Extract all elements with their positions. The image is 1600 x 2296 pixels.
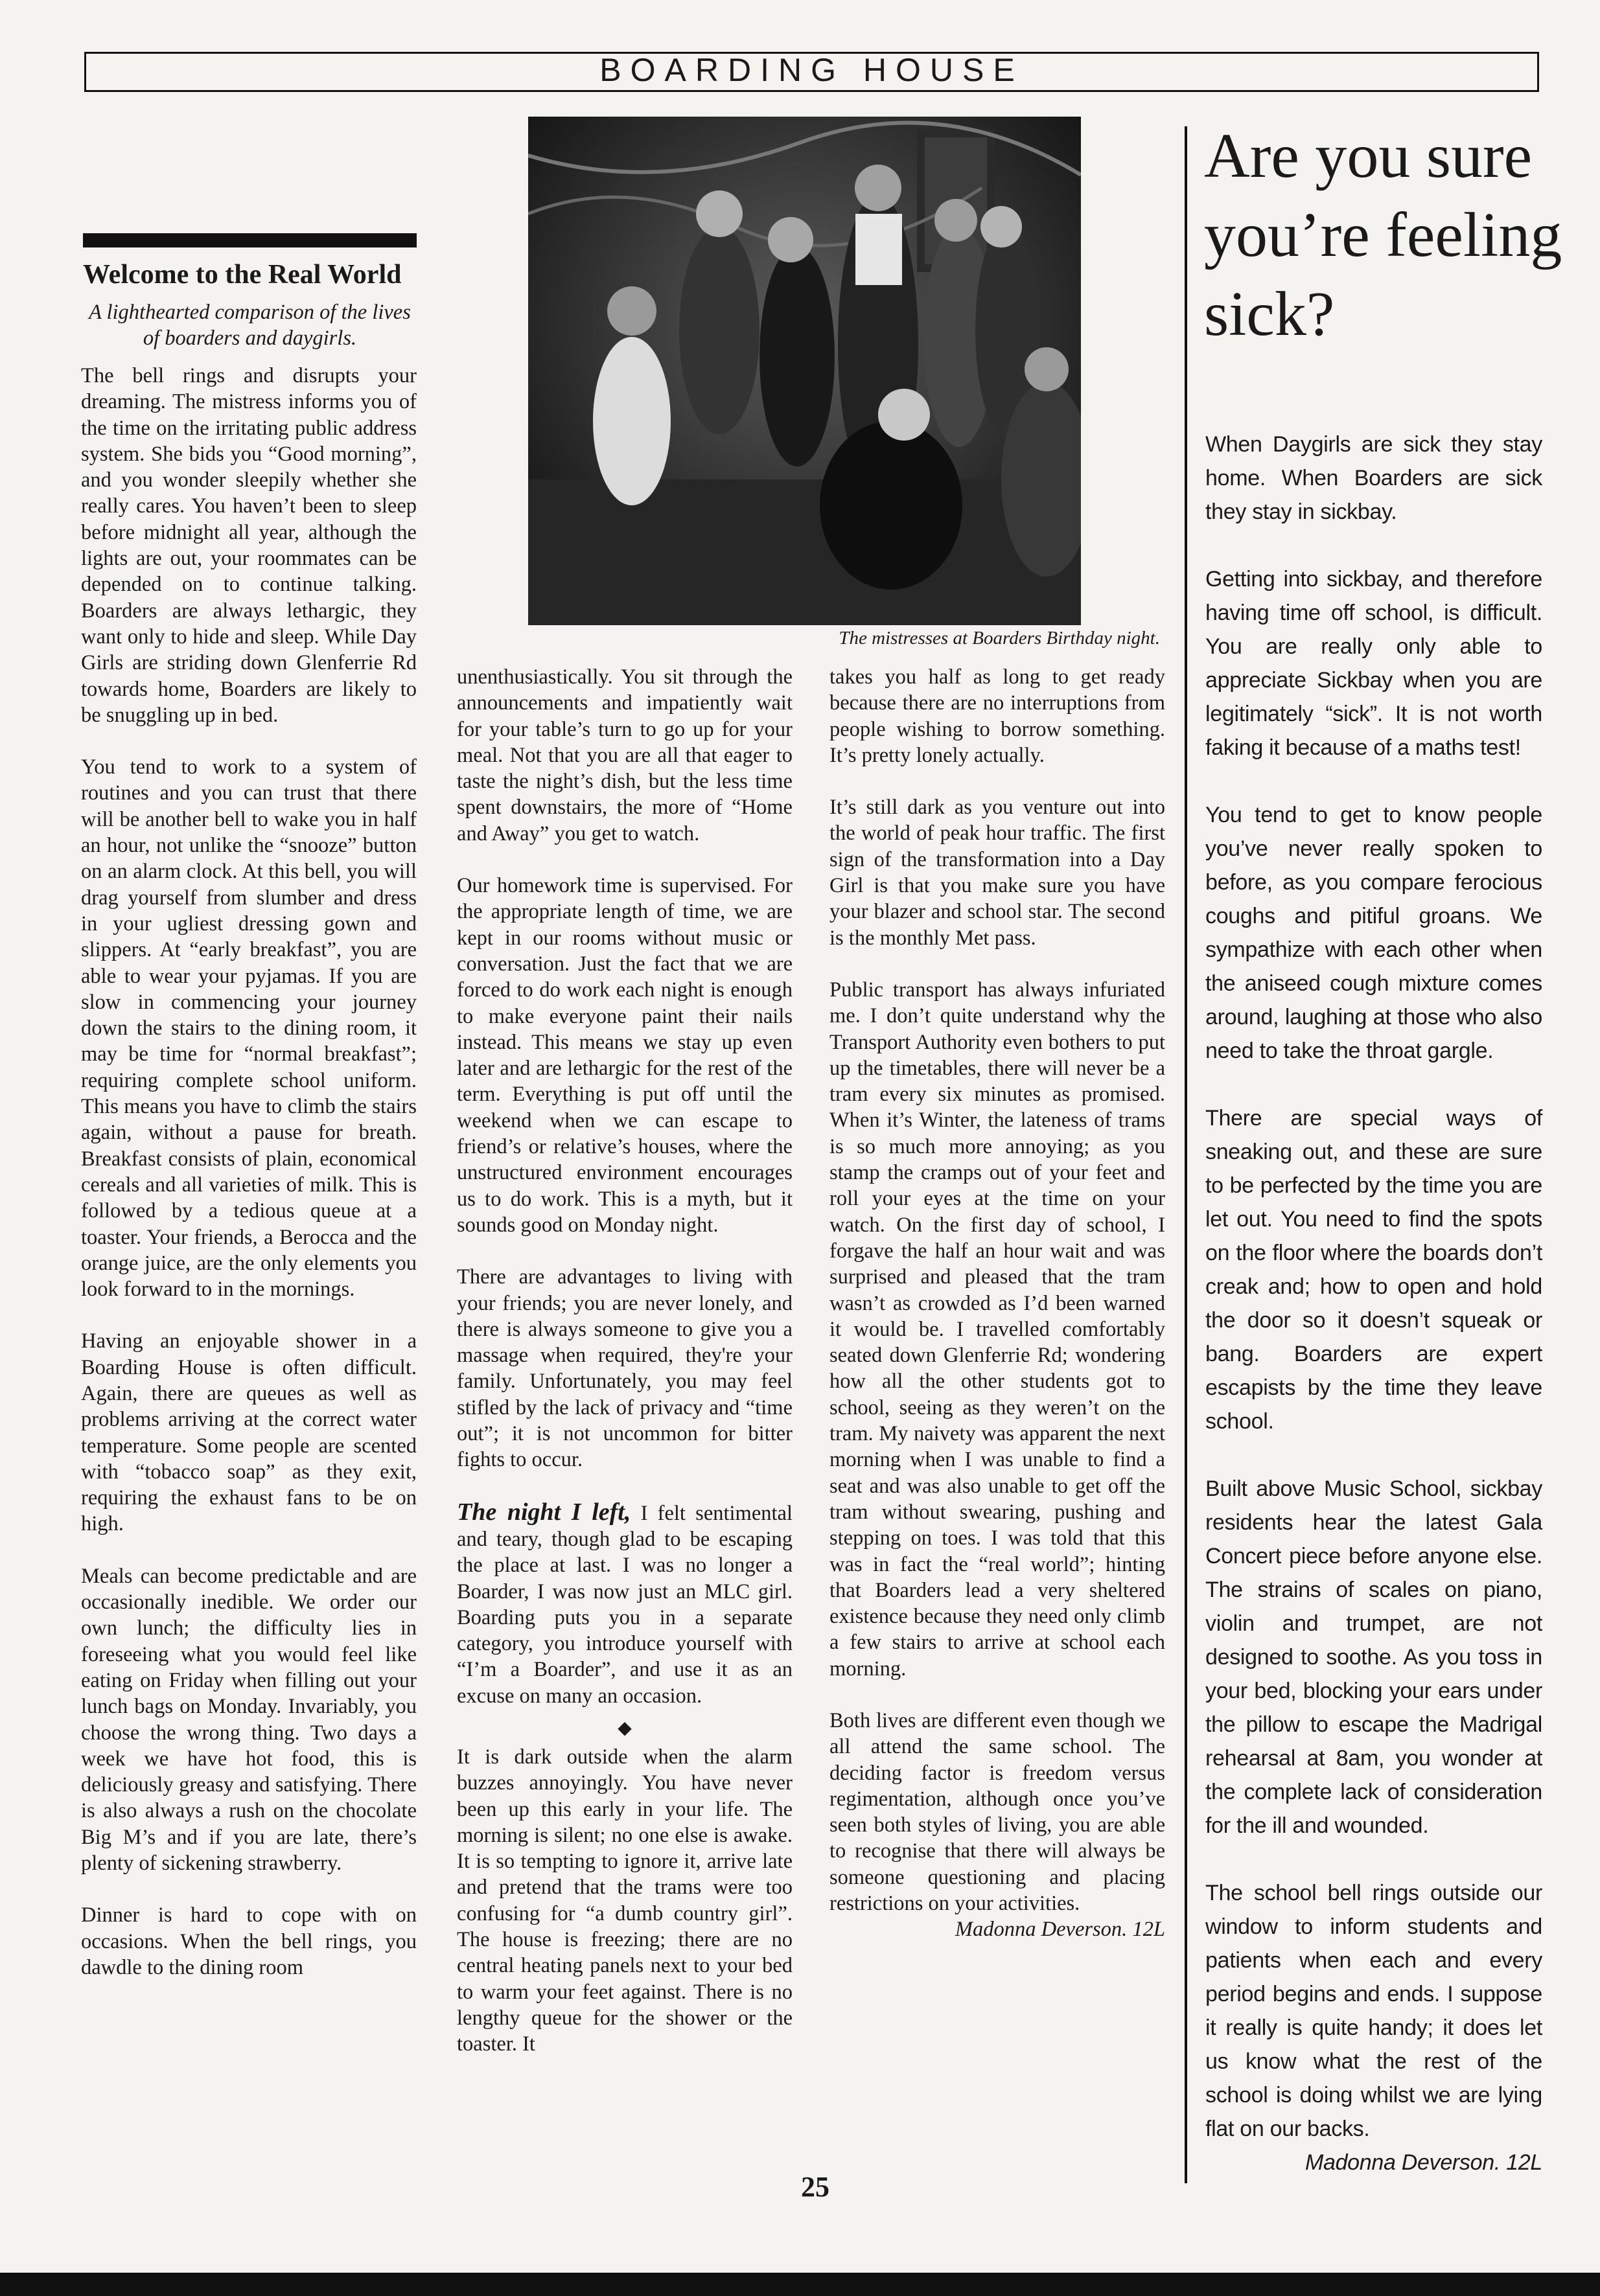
column-divider [1185, 126, 1187, 2183]
section-header [84, 52, 1539, 92]
article-column-2 [457, 664, 793, 2084]
photo-caption: The mistresses at Boarders Birthday night. [839, 628, 1160, 649]
paragraph: Meals can become predictable and are occasionally inedible. We order our own lunch; the difficulty lies in foreseeing what you would feel like eating on Friday when filling out your lunch bags on Monday. Invariably, you choose the wrong thing. Two days a week we have hot food, this is deliciously greasy and satisfying. There is also always a rush on the chocolate Big M’s and if you are late, there’s plenty of sickening strawberry. [81, 1564, 417, 1876]
paragraph: The bell rings and disrupts your dreaming. The mistress informs you of the time on the irritating public address system. She bids you “Good morning”, and you wonder sleepily whether she really cares. You haven’t been to sleep before midnight all year, although the lights are out, your roommates can be depended on to continue talking. Boarders are always lethargic, they want only to hide and sleep. While Day Girls are striding down Glenferrie Rd towards home, Boarders are likely to be snuggling up in bed. [81, 364, 417, 727]
article-signature: Madonna Deverson. 12L [955, 1918, 1165, 1942]
paragraph: The school bell rings outside our window to inform students and patients when each and every period begins and ends. I suppose it really is quite handy; it does let us know what the rest of the school is doing whilst we are lying flat on our backs. [1205, 1881, 1542, 2141]
paragraph: It is dark outside when the alarm buzzes annoyingly. You have never been up this early in your life. The morning is silent; no one else is awake. It is so tempting to ignore it, arrive late and pretend that the trams were too confusing for “a dumb country girl”. The house is freezing; there are no central heating panels next to your bed to warm your feet against. There is no lengthy queue for the shower or the toaster. It [457, 1745, 793, 2056]
paragraph: Public transport has always infuriated me. I don’t quite understand why the Transport Authority even bothers to put up the timetables, there will never be a tram every six minutes as promised. When it’s Winter, the lateness of trams is so much more annoying; as you stamp the cramps out of your feet and roll your eyes at the time on your watch. On the first day of school, I forgave the half an hour wait and was surprised and pleased that the tram wasn’t as crowded as I’d been warned it would be. I travelled comfortably seated down Glenferrie Rd; wondering how all the other students got to school, seeing as they weren’t on the tram. My naivety was apparent the next morning when I was unable to find a seat and was also unable to get off the tram without swearing, pushing and stepping on toes. I was told that this was in fact the “real world”; hinting that Boarders lead a very sheltered existence because they need only climb a few stairs to arrive at school each morning. [829, 978, 1165, 1681]
paragraph: Getting into sickbay, and therefore having time off school, is difficult. You are really only able to appreciate Sickbay when you are legitimately “sick”. It is not worth faking it because of a maths test! [1205, 567, 1542, 760]
article-headline: Welcome to the Real World [83, 260, 402, 290]
photo-illustration [528, 117, 1081, 625]
diamond-divider-icon: ◆ [618, 1717, 632, 1738]
paragraph: takes you half as long to get ready because there are no interruptions from people wishing to borrow something. It’s pretty lonely actually. [829, 665, 1165, 767]
page-number: 25 [801, 2171, 829, 2203]
paragraph: There are advantages to living with your friends; you are never lonely, and there is always someone to give you a massage when required, they're your family. Unfortunately, you may feel stifled by the lack of privacy and “time out”; it is not uncommon for bitter fights to occur. [457, 1265, 793, 1472]
sidebar-title: Are you sure you’re feeling sick? [1204, 121, 1562, 349]
lead-in-rest: I felt sentimental and teary, though glad to be escaping the place at last. I was no longer a Boarder, I was now just an MLC girl. Boarding puts you in a separate category, you introduce yourself with “I’m a Boarder”, and use it as an excuse on many an occasion. [457, 1501, 793, 1708]
paragraph: Both lives are different even though we all attend the same school. The deciding factor is freedom versus regimentation, although once you’ve seen both styles of living, you are able to recognise that there will always be someone questioning and placing restrictions on your activities. [829, 1708, 1165, 1916]
sidebar-signature: Madonna Deverson. 12L [1304, 2150, 1542, 2175]
scan-edge [0, 2273, 1600, 2296]
group-photo [528, 117, 1081, 625]
article-column-1 [81, 363, 417, 2006]
article-column-3 [829, 664, 1165, 1943]
sidebar-article [1205, 428, 1542, 2179]
paragraph: It’s still dark as you venture out into the world of peak hour traffic. The first sign of the transformation into a Day Girl is that you make sure you have your blazer and school star. The second is the monthly Met pass. [829, 796, 1165, 950]
headline-bar [83, 233, 417, 247]
lead-in: The night I left, [457, 1498, 631, 1526]
paragraph: Having an enjoyable shower in a Boarding House is often difficult. Again, there are queues as well as problems arriving at the correct water temperature. Some people are scented with “tobacco soap” as they exit, requiring the exhaust fans to be on high. [81, 1329, 417, 1536]
paragraph: Our homework time is supervised. For the appropriate length of time, we are kept in our rooms without music or conversation. Just the fact that we are forced to do work each night is enough to make everyone paint their nails instead. This means we stay up even later and are lethargic for the rest of the term. Everything is put off until the weekend when we can escape to friend’s or relative’s houses, where the unstructured environment encourages us to do work. This is a myth, but it sounds good on Monday night. [457, 874, 793, 1237]
section-title: BOARDING HOUSE [599, 52, 1024, 88]
paragraph: unenthusiastically. You sit through the announcements and impatiently wait for your table’s turn to go up for your meal. Not that you are all that eager to taste the night’s dish, but the less time spent downstairs, the more of “Home and Away” you get to watch. [457, 665, 793, 845]
paragraph: You tend to work to a system of routines and you can trust that there will be another bell to wake you in half an hour, not unlike the “snooze” button on an alarm clock. At this bell, you will drag yourself from slumber and dress in your ugliest dressing gown and slippers. At “early breakfast”, you are able to wear your pyjamas. If you are slow in commencing your journey down the stairs to the dining room, it may be time for “normal breakfast”; requiring complete school uniform. This means you have to climb the stairs again, without a pause for breath. Breakfast consists of plain, economical cereals and all varieties of milk. This is followed by a tedious queue at a toaster. Your friends, a Berocca and the orange juice, are the only elements you look forward to in the mornings. [81, 755, 417, 1302]
paragraph: There are special ways of sneaking out, and these are sure to be perfected by the time you are let out. You need to find the spots on the floor where the boards don’t creak and; how to open and hold the door so it doesn’t squeak or bang. Boarders are expert escapists by the time they leave school. [1205, 1106, 1542, 1434]
paragraph: You tend to get to know people you’ve never really spoken to before, as you compare ferocious coughs and pitiful groans. We sympathize with each other when the aniseed cough mixture comes around, laughing at those who also need to take the throat gargle. [1205, 803, 1542, 1063]
article-subhead: A lighthearted comparison of the lives of boarders and daygirls. [89, 301, 411, 350]
paragraph: Built above Music School, sickbay residents hear the latest Gala Concert piece before anyone else. The strains of scales on piano, violin and trumpet, are not designed to soothe. As you toss in your bed, blocking your ears under the pillow to escape the Madrigal rehearsal at 8am, you wonder at the complete lack of consideration for the ill and wounded. [1205, 1476, 1542, 1838]
paragraph: Dinner is hard to cope with on occasions. When the bell rings, you dawdle to the dining room [81, 1903, 417, 1979]
paragraph: When Daygirls are sick they stay home. When Boarders are sick they stay in sickbay. [1205, 432, 1542, 524]
paragraph [457, 1499, 793, 1709]
